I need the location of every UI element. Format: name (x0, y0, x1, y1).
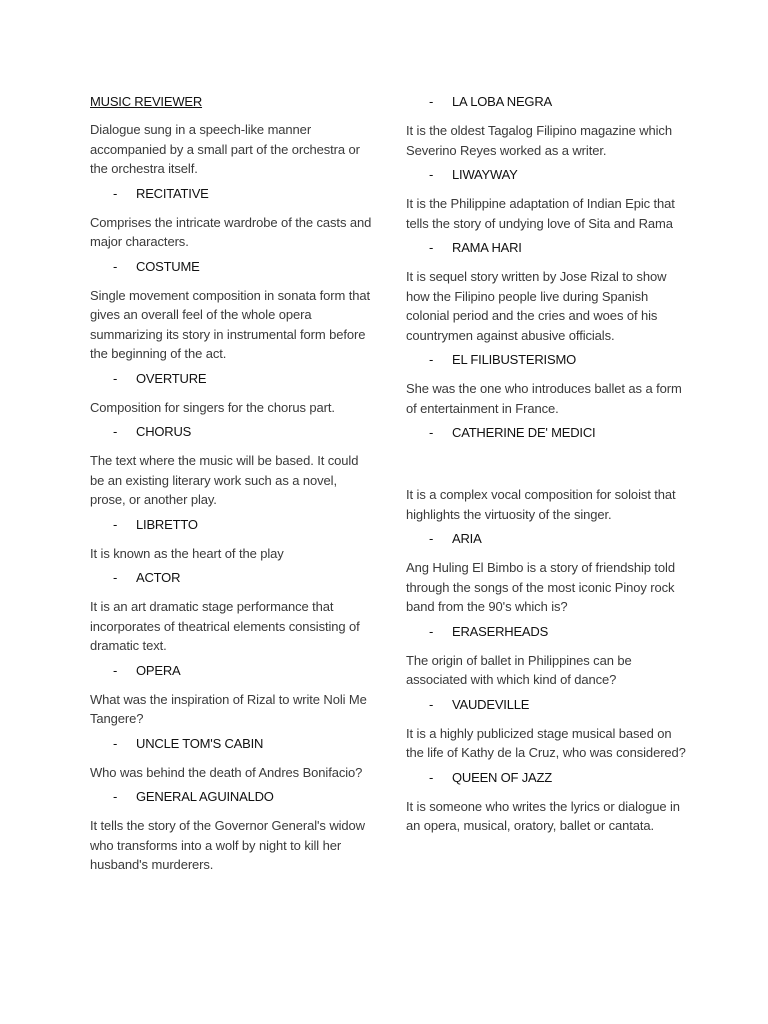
answer-item (90, 184, 372, 204)
answer-item (406, 238, 688, 258)
question-text: It is known as the heart of the play (90, 545, 284, 561)
answer-item (406, 165, 688, 185)
question-text: Who was behind the death of Andres Bonifacio? (90, 764, 363, 780)
answer-item (406, 529, 688, 549)
answer-text: LIWAYWAY (452, 167, 518, 182)
bullet-dash: - (429, 425, 434, 440)
bullet-dash: - (113, 258, 118, 274)
answer-item (90, 257, 372, 277)
question-text: She was the one who introduces ballet as a form of entertainment in France. (406, 381, 682, 416)
question-text: It tells the story of the Governor General's widow who transforms into a wolf by night to kill her husband's murderers. (90, 818, 365, 872)
answer-text: VAUDEVILLE (452, 696, 530, 712)
bullet-dash: - (429, 352, 434, 367)
bullet-dash: - (113, 570, 118, 585)
answer-item (406, 92, 688, 112)
document-title: MUSIC REVIEWER (90, 94, 203, 109)
answer-text: CATHERINE DE' MEDICI (452, 425, 596, 440)
question-text: It is sequel story written by Jose Rizal to show how the Filipino people live during Spanish colonial period and the cries and woes of his countrymen against abusive officials. (406, 269, 667, 343)
question-text: Composition for singers for the chorus part. (90, 399, 335, 415)
question-text: It is the Philippine adaptation of Indian Epic that tells the story of undying love of Sita and Rama (406, 196, 675, 231)
question-text: Single movement composition in sonata form that gives an overall feel of the whole opera summarizing its story in instrumental form before the beginning of the act. (90, 287, 370, 361)
blank-gap (406, 452, 688, 485)
question-text: It is a complex vocal composition for soloist that highlights the virtuosity of the singer. (406, 487, 676, 522)
answer-item (406, 695, 688, 715)
answer-text: ACTOR (136, 570, 181, 585)
answer-item (406, 350, 688, 370)
answer-text: CHORUS (136, 424, 192, 439)
bullet-dash: - (113, 516, 118, 532)
question-text: It is an art dramatic stage performance that incorporates of theatrical elements consisting of dramatic text. (90, 599, 360, 653)
question-text: The origin of ballet in Philippines can be associated with which kind of dance? (406, 652, 632, 687)
question-text: It is the oldest Tagalog Filipino magazine which Severino Reyes worked as a writer. (406, 123, 672, 158)
answer-text: ERASERHEADS (452, 623, 549, 639)
answer-text: UNCLE TOM'S CABIN (136, 735, 264, 751)
answer-text: RECITATIVE (136, 185, 209, 201)
question-text: The text where the music will be based. It could be an existing literary work such as a novel, prose, or another play. (90, 453, 359, 507)
left-column (90, 92, 372, 875)
answer-text: OVERTURE (136, 370, 207, 386)
answer-item (90, 568, 372, 588)
answer-text: COSTUME (136, 258, 200, 274)
answer-item (90, 787, 372, 807)
bullet-dash: - (429, 769, 434, 785)
question-text: What was the inspiration of Rizal to write Noli Me Tangere? (90, 691, 367, 726)
answer-text: OPERA (136, 662, 181, 678)
answer-item (90, 734, 372, 754)
answer-text: QUEEN OF JAZZ (452, 769, 552, 785)
bullet-dash: - (429, 696, 434, 712)
bullet-dash: - (113, 185, 118, 201)
bullet-dash: - (429, 240, 434, 255)
answer-item (90, 515, 372, 535)
bullet-dash: - (113, 424, 118, 439)
bullet-dash: - (113, 662, 118, 678)
bullet-dash: - (113, 789, 118, 804)
bullet-dash: - (429, 623, 434, 639)
answer-text: LIBRETTO (136, 516, 198, 532)
answer-item (90, 661, 372, 681)
question-text: Ang Huling El Bimbo is a story of friendship told through the songs of the most iconic Pinoy rock band from the 90's which is? (406, 560, 675, 614)
answer-text: EL FILIBUSTERISMO (452, 352, 576, 367)
answer-item (90, 369, 372, 389)
answer-text: GENERAL AGUINALDO (136, 789, 274, 804)
question-text: Comprises the intricate wardrobe of the casts and major characters. (90, 214, 372, 249)
bullet-dash: - (429, 531, 434, 546)
answer-item (90, 422, 372, 442)
question-text: It is someone who writes the lyrics or dialogue in an opera, musical, oratory, ballet or cantata. (406, 798, 680, 833)
answer-item (406, 768, 688, 788)
answer-text: LA LOBA NEGRA (452, 94, 553, 109)
answer-item (406, 423, 688, 443)
bullet-dash: - (113, 370, 118, 386)
answer-text: ARIA (452, 531, 482, 546)
answer-text: RAMA HARI (452, 240, 522, 255)
question-text: Dialogue sung in a speech-like manner accompanied by a small part of the orchestra or the orchestra itself. (90, 122, 360, 176)
bullet-dash: - (429, 94, 434, 109)
question-text: It is a highly publicized stage musical based on the life of Kathy de la Cruz, who was considered? (406, 725, 686, 760)
answer-item (406, 622, 688, 642)
right-column (406, 92, 688, 836)
bullet-dash: - (113, 735, 118, 751)
bullet-dash: - (429, 167, 434, 182)
